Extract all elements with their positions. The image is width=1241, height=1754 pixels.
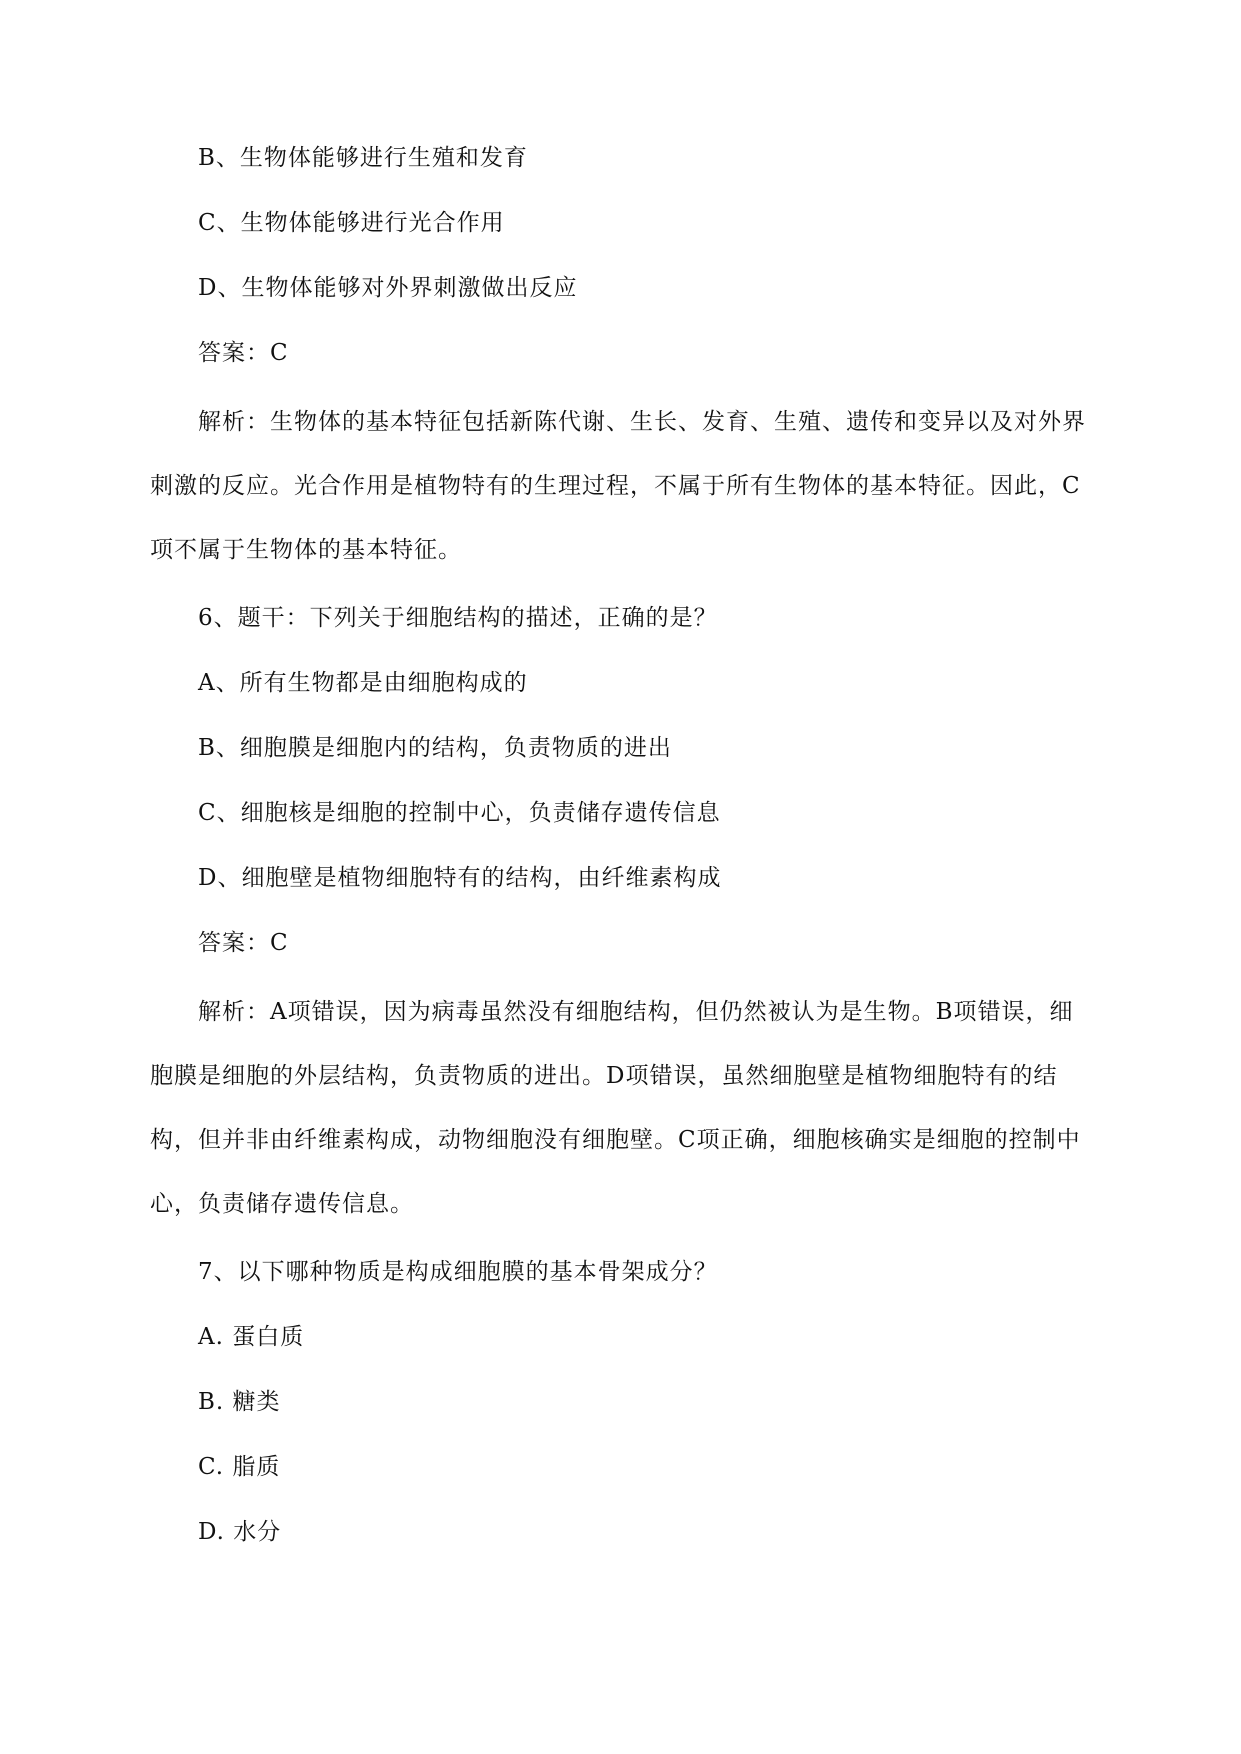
q5-analysis: 解析：生物体的基本特征包括新陈代谢、生长、发育、生殖、遗传和变异以及对外界刺激的反应。光合作用是植物特有的生理过程，不属于所有生物体的基本特征。因此，C项不属于生物体的基本特征。 xyxy=(150,409,1086,563)
q7-option-b: B. 糖类 xyxy=(198,1389,281,1415)
q7-option-a: A. 蛋白质 xyxy=(198,1324,305,1350)
q6-answer: 答案：C xyxy=(198,930,289,956)
q5-option-b: B、生物体能够进行生殖和发育 xyxy=(198,145,528,171)
q6-analysis: 解析：A项错误，因为病毒虽然没有细胞结构，但仍然被认为是生物。B项错误，细胞膜是细胞的外层结构，负责物质的进出。D项错误，虽然细胞壁是植物细胞特有的结构，但并非由纤维素构成，动物细胞没有细胞壁。C项正确，细胞核确实是细胞的控制中心，负责储存遗传信息。 xyxy=(150,999,1081,1217)
q6-option-b: B、细胞膜是细胞内的结构，负责物质的进出 xyxy=(198,735,672,761)
q6-option-d: D、细胞壁是植物细胞特有的结构，由纤维素构成 xyxy=(198,865,722,891)
q6-option-a: A、所有生物都是由细胞构成的 xyxy=(198,670,528,696)
q7-stem: 7、以下哪种物质是构成细胞膜的基本骨架成分？ xyxy=(198,1259,718,1285)
q6-stem: 6、题干：下列关于细胞结构的描述，正确的是？ xyxy=(198,605,718,631)
q5-option-c: C、生物体能够进行光合作用 xyxy=(198,210,505,236)
page-content xyxy=(150,140,1095,1579)
q5-option-d: D、生物体能够对外界刺激做出反应 xyxy=(198,275,578,301)
q7-option-d: D. 水分 xyxy=(198,1519,282,1545)
q5-answer: 答案：C xyxy=(198,340,289,366)
q7-option-c: C. 脂质 xyxy=(198,1454,281,1480)
q6-option-c: C、细胞核是细胞的控制中心，负责储存遗传信息 xyxy=(198,800,721,826)
